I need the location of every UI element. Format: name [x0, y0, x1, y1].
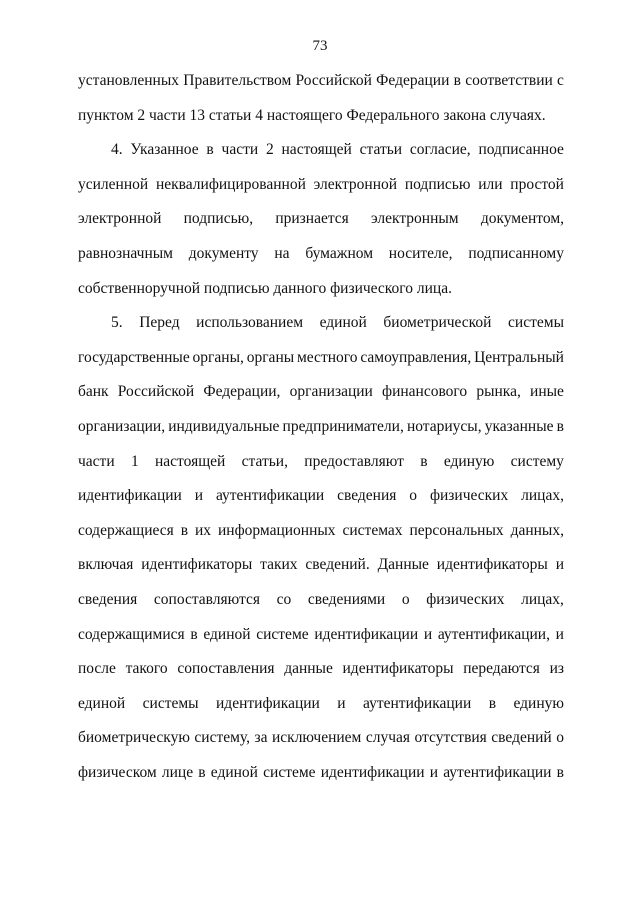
text-line: [78, 728, 564, 748]
word: передаются: [463, 660, 540, 677]
word: Российской: [117, 383, 195, 400]
word: такого: [125, 660, 168, 677]
word: о: [401, 591, 410, 608]
text-line: [111, 140, 564, 160]
word: в: [198, 764, 206, 781]
word: финансового: [382, 383, 468, 400]
word: местного: [296, 349, 358, 366]
word: аутентификации: [443, 764, 552, 781]
word: и: [423, 626, 433, 643]
word: идентификаторы: [141, 556, 253, 573]
text-line: [78, 625, 564, 645]
word: данные: [284, 660, 333, 677]
text-line: [78, 209, 564, 229]
word: электронным: [371, 210, 459, 227]
text-line: [78, 763, 564, 783]
word: 1: [130, 453, 139, 470]
word: равнозначным: [78, 245, 173, 262]
word: установленных: [78, 72, 179, 89]
word: органы,: [192, 349, 244, 366]
word: статьи: [359, 141, 403, 158]
word: электронной: [78, 210, 162, 227]
word: настоящей: [281, 141, 352, 158]
word: в: [488, 695, 497, 712]
word: Федерации,: [203, 383, 281, 400]
word: системы: [142, 695, 199, 712]
word: физических: [426, 591, 505, 608]
word: 2: [265, 141, 274, 158]
word: включая: [78, 556, 134, 573]
word: систему,: [194, 729, 250, 746]
word: нотариусы,: [406, 418, 482, 435]
word: персональных: [409, 522, 504, 539]
word: организации,: [78, 418, 166, 435]
word: системе: [256, 626, 309, 643]
word: предоставляют: [304, 453, 404, 470]
word: идентификации: [314, 626, 419, 643]
page-number: 73: [312, 38, 328, 54]
word: документом,: [480, 210, 564, 227]
word: идентификации: [78, 487, 182, 504]
word: лицах,: [521, 487, 564, 504]
word: Правительством: [183, 72, 292, 89]
word: сведения: [78, 591, 138, 608]
word: подписью,: [183, 210, 254, 227]
word: Перед: [139, 314, 180, 331]
word: информационных: [217, 522, 336, 539]
word: индивидуальные: [168, 418, 280, 435]
word: бумажном: [305, 245, 374, 262]
word: в: [206, 141, 214, 158]
word: в: [190, 626, 198, 643]
word: и: [337, 695, 346, 712]
word: сведения: [337, 487, 397, 504]
word: носителе,: [388, 245, 453, 262]
word: единой: [319, 314, 367, 331]
word: о: [556, 729, 564, 746]
word: в: [180, 522, 189, 539]
word: простой: [510, 176, 564, 193]
word: Указанное: [130, 141, 199, 158]
word: таких: [260, 556, 298, 573]
word: части: [78, 453, 115, 470]
word: аутентификации: [215, 487, 325, 504]
word: в: [556, 764, 564, 781]
word: за: [254, 729, 268, 746]
word: признается: [275, 210, 349, 227]
word: сопоставляются: [153, 591, 260, 608]
word: и: [429, 764, 439, 781]
word: сведений.: [305, 556, 370, 573]
word: предприниматели,: [282, 418, 404, 435]
word: идентификации: [320, 764, 425, 781]
word: и: [194, 487, 204, 504]
word: со: [276, 591, 292, 608]
word: сопоставления: [177, 660, 275, 677]
word: рынка,: [476, 383, 521, 400]
word: согласие,: [409, 141, 471, 158]
word: и: [555, 556, 564, 573]
word: физическом: [78, 764, 157, 781]
word: части: [221, 141, 259, 158]
text-line: [78, 590, 564, 610]
word: подписанное: [478, 141, 564, 158]
text-line: [78, 175, 564, 195]
word: отсутствия: [414, 729, 487, 746]
word: банк: [78, 383, 109, 400]
text-line: [78, 348, 564, 368]
word: идентификаторы: [436, 556, 548, 573]
text-line: [78, 694, 564, 714]
word: электронной: [313, 176, 398, 193]
word: единой: [210, 764, 258, 781]
word: соответствии: [465, 72, 553, 89]
word: их: [195, 522, 212, 539]
word: неквалифицированной: [155, 176, 306, 193]
word: лицах,: [521, 591, 564, 608]
text-line: [78, 486, 564, 506]
text-line: [78, 382, 564, 402]
text-line: [111, 313, 564, 333]
text-line: пунктом 2 части 13 статьи 4 настоящего Федерального закона случаях.: [78, 107, 546, 124]
word: систему: [510, 453, 564, 470]
text-line: [78, 555, 564, 575]
word: системе: [263, 764, 316, 781]
word: аутентификации,: [437, 626, 550, 643]
word: и: [555, 626, 564, 643]
word: лице: [161, 764, 194, 781]
text-line: [78, 244, 564, 264]
word: на: [274, 245, 290, 262]
word: с: [557, 72, 564, 89]
word: физических: [429, 487, 509, 504]
word: документу: [188, 245, 259, 262]
word: сведениями: [307, 591, 386, 608]
word: или: [478, 176, 503, 193]
word: использованием: [196, 314, 304, 331]
word: о: [409, 487, 418, 504]
word: статьи,: [241, 453, 288, 470]
text-line: [78, 417, 564, 437]
word: государственные: [78, 349, 190, 366]
word: системах: [342, 522, 403, 539]
word: иные: [530, 383, 564, 400]
word: содержащиеся: [78, 522, 174, 539]
word: в: [453, 72, 461, 89]
word: Российской: [295, 72, 372, 89]
word: в: [420, 453, 428, 470]
word: самоуправления,: [360, 349, 472, 366]
word: в: [556, 418, 564, 435]
word: исключением: [271, 729, 362, 746]
text-line: собственноручной подписью данного физического лица.: [78, 280, 452, 297]
text-line: [78, 659, 564, 679]
word: аутентификации: [363, 695, 472, 712]
word: организации: [289, 383, 373, 400]
word: случая: [365, 729, 411, 746]
word: биометрическую: [78, 729, 190, 746]
word: единой: [203, 626, 251, 643]
word: данных,: [510, 522, 564, 539]
word: единой: [78, 695, 126, 712]
word: системы: [508, 314, 564, 331]
word: идентификаторы: [342, 660, 454, 677]
word: настоящей: [155, 453, 226, 470]
word: сведений: [491, 729, 552, 746]
text-line: [78, 521, 564, 541]
word: единую: [513, 695, 564, 712]
word: Центральный: [474, 349, 564, 366]
word: идентификации: [216, 695, 320, 712]
word: после: [78, 660, 116, 677]
word: 4.: [111, 141, 123, 158]
word: подписью: [404, 176, 471, 193]
word: биометрической: [383, 314, 492, 331]
word: Данные: [377, 556, 429, 573]
text-line: [78, 452, 564, 472]
word: 5.: [111, 314, 123, 331]
word: усиленной: [78, 176, 149, 193]
word: указанные: [484, 418, 554, 435]
text-line: [78, 71, 564, 91]
word: органы: [246, 349, 295, 366]
word: содержащимися: [78, 626, 185, 643]
word: из: [549, 660, 564, 677]
word: подписанному: [468, 245, 564, 262]
word: Федерации: [376, 72, 450, 89]
word: единую: [443, 453, 495, 470]
